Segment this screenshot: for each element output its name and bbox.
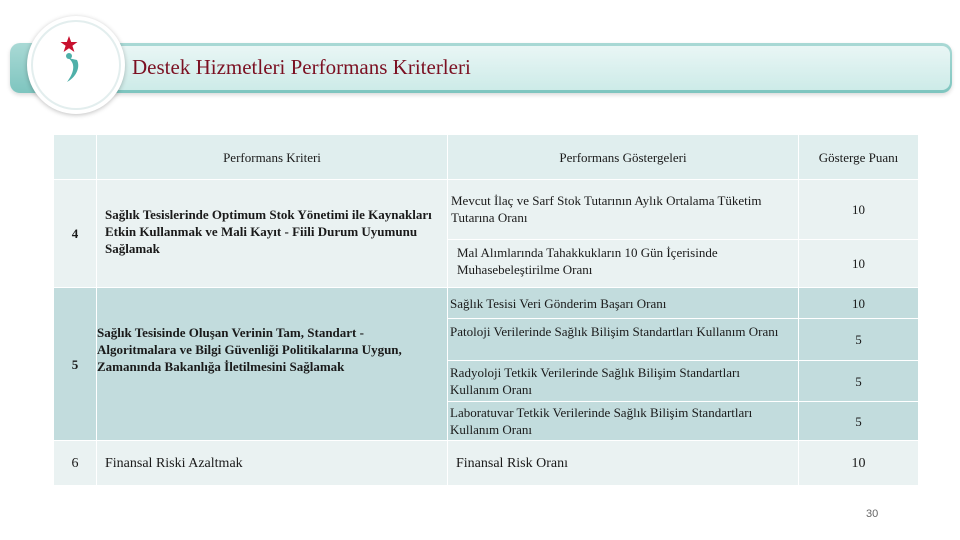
indicator-cell: Finansal Risk Oranı — [448, 441, 798, 485]
indicator-cell: Mal Alımlarında Tahakkukların 10 Gün İçerisinde Muhasebeleştirilme Oranı — [448, 240, 798, 287]
criterion-cell: Sağlık Tesisinde Oluşan Verinin Tam, Standart - Algoritmalara ve Bilgi Güvenliği Politikalarına Uygun, Zamanında Bakanlığa İletilmesini Sağlamak — [97, 288, 447, 440]
ministry-logo — [27, 16, 125, 114]
indicator-cell: Laboratuvar Tetkik Verilerinde Sağlık Bilişim Standartları Kullanım Oranı — [448, 402, 798, 440]
row-number: 6 — [54, 441, 96, 485]
header-criterion: Performans Kriteri — [97, 135, 447, 179]
header-score: Gösterge Puanı — [799, 135, 918, 179]
criterion-cell: Finansal Riski Azaltmak — [97, 441, 447, 485]
header-no-cell — [54, 135, 96, 179]
score-cell: 10 — [799, 441, 918, 485]
indicator-cell: Radyoloji Tetkik Verilerinde Sağlık Bilişim Standartları Kullanım Oranı — [448, 361, 798, 401]
score-cell: 10 — [799, 240, 918, 287]
header-indicators: Performans Göstergeleri — [448, 135, 798, 179]
indicator-cell: Mevcut İlaç ve Sarf Stok Tutarının Aylık Ortalama Tüketim Tutarına Oranı — [448, 180, 798, 239]
row-number: 5 — [54, 288, 96, 440]
page-title: Destek Hizmetleri Performans Kriterleri — [132, 55, 471, 79]
row-number: 4 — [54, 180, 96, 287]
score-cell: 10 — [799, 288, 918, 318]
page-number: 30 — [866, 508, 879, 520]
criterion-cell: Sağlık Tesislerinde Optimum Stok Yönetimi ile Kaynakları Etkin Kullanmak ve Mali Kayıt - Fiili Durum Uyumunu Sağlamak — [97, 180, 447, 287]
score-cell: 5 — [799, 402, 918, 440]
score-cell: 5 — [799, 319, 918, 360]
score-cell: 10 — [799, 180, 918, 239]
indicator-cell: Patoloji Verilerinde Sağlık Bilişim Standartları Kullanım Oranı — [448, 319, 798, 360]
score-cell: 5 — [799, 361, 918, 401]
indicator-cell: Sağlık Tesisi Veri Gönderim Başarı Oranı — [448, 288, 798, 318]
